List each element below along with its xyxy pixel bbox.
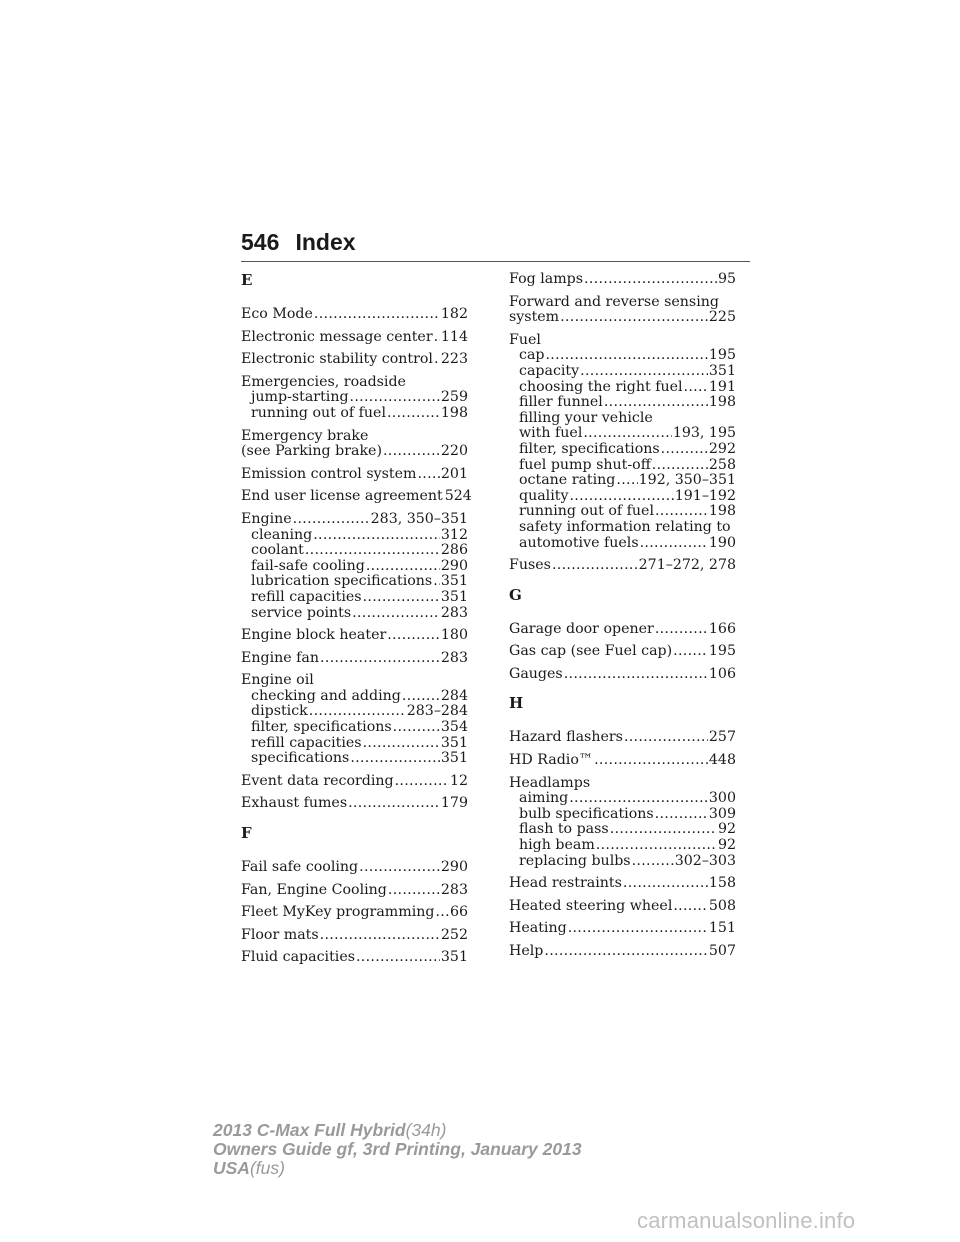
entry-label: Help bbox=[509, 943, 544, 959]
index-entry bbox=[509, 333, 736, 551]
page-number: 546 bbox=[241, 229, 280, 255]
entry-label: high beam bbox=[519, 837, 595, 854]
entry-label: quality bbox=[519, 487, 569, 504]
index-entry bbox=[241, 467, 468, 483]
index-entry bbox=[509, 558, 736, 574]
dot-leader bbox=[313, 528, 440, 544]
dot-leader bbox=[580, 364, 708, 380]
entry-row bbox=[509, 944, 736, 960]
dot-leader bbox=[661, 442, 708, 458]
page-ref: 180 bbox=[440, 627, 468, 644]
dot-leader bbox=[544, 944, 708, 960]
page-ref: 92 bbox=[717, 821, 736, 838]
subentry-row bbox=[241, 528, 468, 544]
footer-line-1: 2013 C-Max Full Hybrid(34h) bbox=[213, 1120, 447, 1140]
page-ref: 354 bbox=[440, 719, 468, 736]
entry-row bbox=[509, 899, 736, 915]
subentry-row bbox=[509, 473, 736, 489]
subentry-row bbox=[509, 442, 736, 458]
page-ref: 312 bbox=[440, 526, 468, 543]
entry-label: coolant bbox=[251, 542, 304, 559]
index-entry bbox=[241, 673, 468, 767]
index-entry bbox=[509, 876, 736, 892]
entry-heading: Fuel bbox=[509, 331, 541, 348]
dot-leader bbox=[616, 473, 637, 489]
page-ref: 507 bbox=[708, 943, 736, 959]
index-entry bbox=[509, 667, 736, 683]
page-ref: 351 bbox=[440, 588, 468, 605]
entry-label: filter, specifications bbox=[251, 719, 392, 736]
entry-label: Emission control system bbox=[241, 465, 417, 482]
entry-label: End user license agreement bbox=[241, 488, 443, 505]
dot-leader bbox=[350, 390, 440, 406]
entry-row bbox=[509, 272, 736, 288]
subentry-row bbox=[509, 838, 736, 854]
index-entry bbox=[241, 429, 468, 460]
dot-leader bbox=[673, 899, 708, 915]
header-rule bbox=[241, 261, 750, 262]
page-ref: 225 bbox=[708, 309, 736, 326]
page-ref: 283–284 bbox=[406, 703, 468, 720]
page-ref: 290 bbox=[440, 557, 468, 574]
dot-leader bbox=[433, 574, 440, 590]
index-entry bbox=[241, 352, 468, 368]
dot-leader bbox=[546, 348, 708, 364]
entry-label: specifications bbox=[251, 750, 350, 767]
dot-leader bbox=[356, 950, 440, 966]
page-ref: 220 bbox=[440, 443, 468, 460]
subentry-row bbox=[241, 406, 468, 422]
page-ref: 95 bbox=[717, 271, 736, 287]
index-entry bbox=[241, 307, 468, 323]
entry-row bbox=[509, 753, 736, 769]
footer-line-3: USA(fus) bbox=[213, 1158, 285, 1178]
page-ref: 191–192 bbox=[674, 487, 736, 504]
entry-label: filler funnel bbox=[519, 394, 603, 411]
entry-label: checking and adding bbox=[251, 687, 401, 704]
dot-leader bbox=[359, 860, 440, 876]
page-ref: 66 bbox=[449, 904, 468, 921]
entry-row bbox=[241, 950, 468, 966]
entry-heading: Emergency brake bbox=[241, 427, 369, 444]
entry-row bbox=[241, 307, 468, 323]
entry-heading: Forward and reverse sensing bbox=[509, 293, 719, 310]
subentry-row bbox=[241, 689, 468, 705]
dot-leader bbox=[604, 395, 708, 411]
dot-leader bbox=[383, 444, 440, 460]
index-entry bbox=[241, 950, 468, 966]
entry-heading: Emergencies, roadside bbox=[241, 373, 406, 390]
entry-heading: Headlamps bbox=[509, 774, 591, 791]
index-entry bbox=[241, 651, 468, 667]
dot-leader bbox=[387, 406, 440, 422]
page-ref: 309 bbox=[708, 805, 736, 822]
index-entry bbox=[509, 899, 736, 915]
page-ref: 151 bbox=[708, 920, 736, 937]
entry-label: Gauges bbox=[509, 665, 563, 682]
subentry-row bbox=[509, 791, 736, 807]
page-ref: 201 bbox=[440, 465, 468, 482]
index-entry bbox=[241, 796, 468, 812]
entry-label: Fleet MyKey programming bbox=[241, 904, 435, 921]
entry-label: flash to pass bbox=[519, 821, 609, 838]
dot-leader bbox=[434, 330, 440, 346]
entry-label: Fail safe cooling bbox=[241, 859, 359, 876]
dot-leader bbox=[293, 512, 370, 528]
entry-label: with fuel bbox=[519, 425, 583, 442]
index-column-right bbox=[509, 272, 736, 967]
section-letter: G bbox=[509, 585, 522, 604]
page-ref: 283 bbox=[440, 649, 468, 666]
index-column-left bbox=[241, 271, 472, 973]
page-ref: 198 bbox=[708, 503, 736, 520]
dot-leader bbox=[564, 667, 708, 683]
entry-row bbox=[509, 622, 736, 638]
index-entry bbox=[241, 883, 468, 899]
page-ref: 92 bbox=[717, 837, 736, 854]
entry-row bbox=[509, 644, 736, 660]
page-ref: 179 bbox=[440, 795, 468, 812]
subentry-row bbox=[509, 854, 736, 870]
dot-leader bbox=[684, 380, 708, 396]
entry-label: Fan, Engine Cooling bbox=[241, 881, 387, 898]
dot-leader bbox=[348, 796, 440, 812]
page-ref: 283 bbox=[440, 604, 468, 621]
entry-label: aiming bbox=[519, 790, 569, 807]
entry-row bbox=[241, 512, 468, 528]
entry-label: fuel pump shut-off bbox=[519, 456, 651, 473]
entry-label: Engine block heater bbox=[241, 627, 387, 644]
entry-label: lubrication specifications bbox=[251, 573, 433, 590]
entry-label: automotive fuels bbox=[519, 534, 639, 551]
page-ref: 223 bbox=[440, 351, 468, 368]
index-entry bbox=[509, 921, 736, 937]
entry-label: HD Radio™ bbox=[509, 752, 594, 769]
dot-leader bbox=[652, 458, 708, 474]
entry-label: dipstick bbox=[251, 703, 308, 720]
entry-row bbox=[509, 558, 736, 574]
page-ref: 300 bbox=[708, 790, 736, 807]
entry-label: Head restraints bbox=[509, 875, 622, 892]
entry-row bbox=[509, 921, 736, 937]
page-ref: 258 bbox=[708, 456, 736, 473]
entry-label: Fog lamps bbox=[509, 271, 584, 287]
entry-label: Electronic stability control bbox=[241, 351, 433, 368]
subentry-row bbox=[509, 504, 736, 520]
dot-leader bbox=[320, 928, 440, 944]
entry-label: Engine bbox=[241, 510, 292, 527]
entry-label: Garage door opener bbox=[509, 620, 654, 637]
subentry-row bbox=[509, 807, 736, 823]
subentry-row bbox=[241, 606, 468, 622]
entry-row bbox=[241, 444, 468, 460]
entry-row bbox=[241, 928, 468, 944]
dot-leader bbox=[363, 590, 440, 606]
page-ref: 286 bbox=[440, 542, 468, 559]
subentry-text: filling your vehicle bbox=[519, 409, 653, 426]
entry-label: filter, specifications bbox=[519, 440, 660, 457]
dot-leader bbox=[305, 543, 440, 559]
entry-row bbox=[241, 352, 468, 368]
dot-leader bbox=[434, 352, 440, 368]
dot-leader bbox=[350, 751, 440, 767]
section-letter: F bbox=[241, 824, 252, 843]
page-ref: 257 bbox=[708, 729, 736, 746]
entry-row bbox=[241, 628, 468, 644]
page-ref: 351 bbox=[440, 750, 468, 767]
page-ref: 302–303 bbox=[674, 852, 736, 869]
page-ref: 195 bbox=[708, 347, 736, 364]
subentry-row bbox=[509, 458, 736, 474]
entry-row bbox=[241, 860, 468, 876]
dot-leader bbox=[363, 736, 440, 752]
subentry-row bbox=[241, 736, 468, 752]
entry-label: cleaning bbox=[251, 526, 313, 543]
dot-leader bbox=[560, 310, 708, 326]
entry-row bbox=[241, 467, 468, 483]
entry-label: system bbox=[509, 309, 560, 326]
index-entry bbox=[509, 644, 736, 660]
page-ref: 524 bbox=[444, 488, 472, 505]
page-ref: 508 bbox=[708, 897, 736, 914]
entry-label: refill capacities bbox=[251, 588, 362, 605]
dot-leader bbox=[568, 921, 708, 937]
dot-leader bbox=[632, 854, 674, 870]
page-ref: 290 bbox=[440, 859, 468, 876]
entry-label: refill capacities bbox=[251, 734, 362, 751]
page-ref: 198 bbox=[708, 394, 736, 411]
entry-label: fail-safe cooling bbox=[251, 557, 365, 574]
subentry-row bbox=[509, 426, 736, 442]
subentry-row bbox=[509, 536, 736, 552]
entry-label: Hazard flashers bbox=[509, 729, 623, 746]
entry-label: octane rating bbox=[519, 472, 616, 489]
subentry-text: safety information relating to bbox=[519, 518, 731, 535]
dot-leader bbox=[655, 622, 708, 638]
subentry-row bbox=[509, 395, 736, 411]
dot-leader bbox=[552, 558, 638, 574]
index-entry bbox=[241, 628, 468, 644]
entry-label: Gas cap (see Fuel cap) bbox=[509, 643, 673, 660]
entry-label: Heating bbox=[509, 920, 567, 937]
dot-leader bbox=[569, 791, 708, 807]
page-ref: 259 bbox=[440, 389, 468, 406]
page-ref: 192, 350–351 bbox=[638, 472, 736, 489]
dot-leader bbox=[640, 536, 708, 552]
dot-leader bbox=[435, 905, 448, 921]
dot-leader bbox=[623, 876, 708, 892]
section-letter: H bbox=[509, 694, 524, 713]
entry-label: Engine fan bbox=[241, 649, 320, 666]
entry-row bbox=[509, 876, 736, 892]
page-ref: 158 bbox=[708, 875, 736, 892]
dot-leader bbox=[655, 504, 708, 520]
entry-row bbox=[241, 330, 468, 346]
dot-leader bbox=[655, 807, 708, 823]
dot-leader bbox=[569, 489, 673, 505]
index-entry bbox=[509, 272, 736, 288]
entry-label: Exhaust fumes bbox=[241, 795, 348, 812]
entry-row bbox=[509, 310, 736, 326]
dot-leader bbox=[402, 689, 440, 705]
page-ref: 351 bbox=[440, 949, 468, 966]
footer-line-2: Owners Guide gf, 3rd Printing, January 2013 bbox=[213, 1139, 582, 1159]
dot-leader bbox=[417, 467, 439, 483]
page-ref: 198 bbox=[440, 404, 468, 421]
watermark: carmanualsonline.info bbox=[637, 1208, 856, 1233]
dot-leader bbox=[610, 822, 717, 838]
dot-leader bbox=[320, 651, 440, 667]
subentry-row bbox=[241, 720, 468, 736]
entry-label: choosing the right fuel bbox=[519, 378, 683, 395]
entry-row bbox=[241, 651, 468, 667]
page-ref: 284 bbox=[440, 687, 468, 704]
page-ref: 252 bbox=[440, 926, 468, 943]
index-entry bbox=[509, 730, 736, 746]
subentry-row bbox=[509, 380, 736, 396]
page-title: Index bbox=[295, 229, 356, 255]
entry-row bbox=[241, 883, 468, 899]
entry-label: bulb specifications bbox=[519, 805, 654, 822]
dot-leader bbox=[583, 426, 671, 442]
index-entry bbox=[241, 928, 468, 944]
footer bbox=[213, 1121, 582, 1178]
entry-row bbox=[241, 796, 468, 812]
dot-leader bbox=[309, 704, 406, 720]
subentry-row bbox=[509, 822, 736, 838]
entry-row bbox=[241, 905, 468, 921]
dot-leader bbox=[395, 774, 449, 790]
subentry-row bbox=[241, 390, 468, 406]
page-ref: 292 bbox=[708, 440, 736, 457]
page-ref: 271–272, 278 bbox=[638, 557, 736, 574]
entry-label: Fuses bbox=[509, 557, 551, 574]
page-ref: 195 bbox=[708, 643, 736, 660]
page-header bbox=[241, 229, 750, 256]
page-ref: 351 bbox=[440, 573, 468, 590]
entry-heading: Engine oil bbox=[241, 672, 314, 689]
dot-leader bbox=[352, 606, 440, 622]
entry-label: Event data recording bbox=[241, 772, 394, 789]
dot-leader bbox=[596, 838, 717, 854]
entry-label: jump-starting bbox=[251, 389, 349, 406]
dot-leader bbox=[673, 644, 708, 660]
entry-label: running out of fuel bbox=[519, 503, 654, 520]
subentry-row bbox=[241, 751, 468, 767]
index-entry bbox=[241, 905, 468, 921]
page-ref: 114 bbox=[440, 328, 468, 345]
entry-label: capacity bbox=[519, 362, 580, 379]
page-ref: 191 bbox=[708, 378, 736, 395]
dot-leader bbox=[624, 730, 708, 746]
index-entry bbox=[241, 330, 468, 346]
subentry-row bbox=[509, 364, 736, 380]
subentry-row bbox=[241, 590, 468, 606]
page-ref: 166 bbox=[708, 620, 736, 637]
page-ref: 182 bbox=[440, 306, 468, 322]
index-entry bbox=[509, 776, 736, 870]
entry-label: Floor mats bbox=[241, 926, 319, 943]
entry-label: Heated steering wheel bbox=[509, 897, 673, 914]
page-ref: 351 bbox=[440, 734, 468, 751]
index-entry bbox=[509, 622, 736, 638]
subentry-row bbox=[509, 489, 736, 505]
entry-row bbox=[241, 488, 472, 505]
index-entry bbox=[241, 774, 468, 790]
index-entry bbox=[509, 295, 736, 326]
dot-leader bbox=[584, 272, 717, 288]
dot-leader bbox=[594, 753, 708, 769]
page-ref: 12 bbox=[449, 772, 468, 789]
dot-leader bbox=[314, 307, 440, 323]
index-entry bbox=[509, 753, 736, 769]
page-ref: 190 bbox=[708, 534, 736, 551]
index-entry bbox=[241, 375, 468, 422]
dot-leader bbox=[366, 559, 440, 575]
entry-label: replacing bulbs bbox=[519, 852, 631, 869]
entry-label: Eco Mode bbox=[241, 306, 313, 322]
entry-label: service points bbox=[251, 604, 352, 621]
page-ref: 283 bbox=[440, 881, 468, 898]
subentry-row bbox=[241, 543, 468, 559]
index-entry bbox=[241, 860, 468, 876]
page-ref: 448 bbox=[708, 752, 736, 769]
entry-row bbox=[509, 667, 736, 683]
dot-leader bbox=[393, 720, 440, 736]
subentry-row bbox=[241, 704, 468, 720]
subentry-row bbox=[241, 559, 468, 575]
entry-row bbox=[509, 730, 736, 746]
entry-label: cap bbox=[519, 347, 545, 364]
page-ref: 351 bbox=[708, 362, 736, 379]
index-entry bbox=[509, 944, 736, 960]
entry-label: Fluid capacities bbox=[241, 949, 355, 966]
subentry-row bbox=[509, 348, 736, 364]
dot-leader bbox=[388, 883, 440, 899]
entry-row bbox=[241, 774, 468, 790]
page-ref: 283, 350–351 bbox=[370, 510, 468, 527]
entry-label: running out of fuel bbox=[251, 404, 386, 421]
subentry-row bbox=[241, 574, 468, 590]
dot-leader bbox=[387, 628, 440, 644]
entry-label: Electronic message center bbox=[241, 328, 433, 345]
page-ref: 193, 195 bbox=[672, 425, 736, 442]
section-letter: E bbox=[241, 271, 253, 289]
entry-label: (see Parking brake) bbox=[241, 443, 382, 460]
page-ref: 106 bbox=[708, 665, 736, 682]
index-entry bbox=[241, 488, 472, 505]
index-entry bbox=[241, 512, 468, 621]
